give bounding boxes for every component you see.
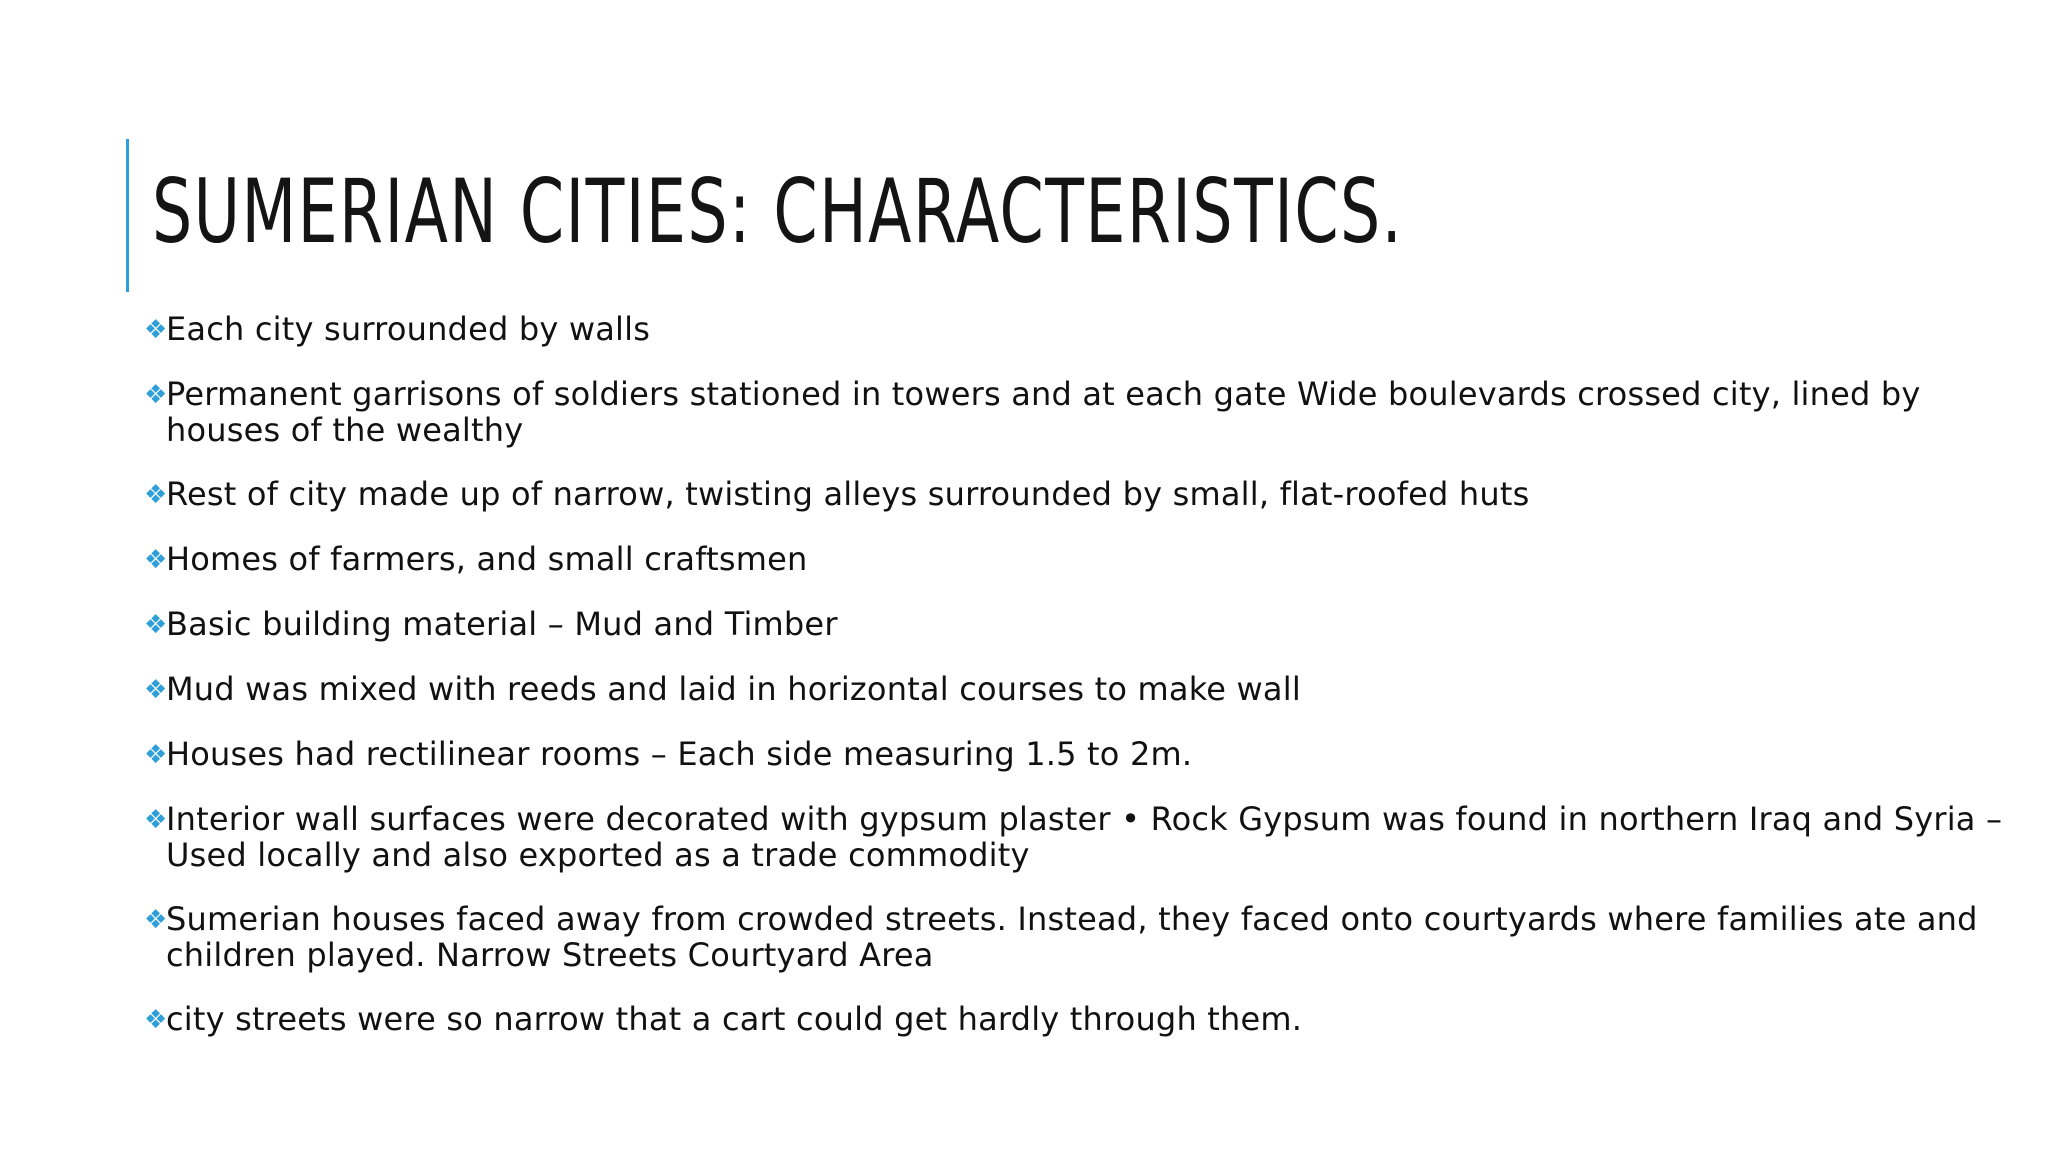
bullet-item <box>132 737 2012 773</box>
diamond-bullet-icon: ❖ <box>144 315 168 345</box>
bullet-item <box>132 1002 2012 1038</box>
bullet-item <box>132 607 2012 643</box>
slide-title: SUMERIAN CITIES: CHARACTERISTICS. <box>152 160 1404 263</box>
diamond-bullet-icon: ❖ <box>144 675 168 705</box>
bullet-item <box>132 312 2012 348</box>
bullet-text: Basic building material – Mud and Timber <box>166 605 838 643</box>
bullet-list <box>132 312 2012 1067</box>
bullet-item <box>132 802 2012 873</box>
bullet-text: city streets were so narrow that a cart could get hardly through them. <box>166 1000 1303 1038</box>
bullet-text: Houses had rectilinear rooms – Each side measuring 1.5 to 2m. <box>166 735 1193 773</box>
bullet-item <box>132 902 2012 973</box>
bullet-text: Permanent garrisons of soldiers stationed in towers and at each gate Wide boulevards crossed city, lined by houses of the wealthy <box>166 375 1921 449</box>
diamond-bullet-icon: ❖ <box>144 545 168 575</box>
diamond-bullet-icon: ❖ <box>144 610 168 640</box>
bullet-text: Homes of farmers, and small craftsmen <box>166 540 808 578</box>
bullet-item <box>132 672 2012 708</box>
diamond-bullet-icon: ❖ <box>144 380 168 410</box>
diamond-bullet-icon: ❖ <box>144 480 168 510</box>
bullet-text: Sumerian houses faced away from crowded streets. Instead, they faced onto courtyards where families ate and children played. Narrow Streets Courtyard Area <box>166 900 1978 974</box>
diamond-bullet-icon: ❖ <box>144 805 168 835</box>
title-accent-bar <box>126 139 129 292</box>
bullet-item <box>132 542 2012 578</box>
bullet-text: Rest of city made up of narrow, twisting alleys surrounded by small, flat-roofed huts <box>166 475 1530 513</box>
diamond-bullet-icon: ❖ <box>144 905 168 935</box>
bullet-text: Mud was mixed with reeds and laid in horizontal courses to make wall <box>166 670 1301 708</box>
diamond-bullet-icon: ❖ <box>144 1005 168 1035</box>
bullet-item <box>132 477 2012 513</box>
bullet-text: Interior wall surfaces were decorated with gypsum plaster • Rock Gypsum was found in northern Iraq and Syria – Used locally and also exported as a trade commodity <box>166 800 2003 874</box>
bullet-item <box>132 377 2012 448</box>
diamond-bullet-icon: ❖ <box>144 740 168 770</box>
bullet-text: Each city surrounded by walls <box>166 310 651 348</box>
